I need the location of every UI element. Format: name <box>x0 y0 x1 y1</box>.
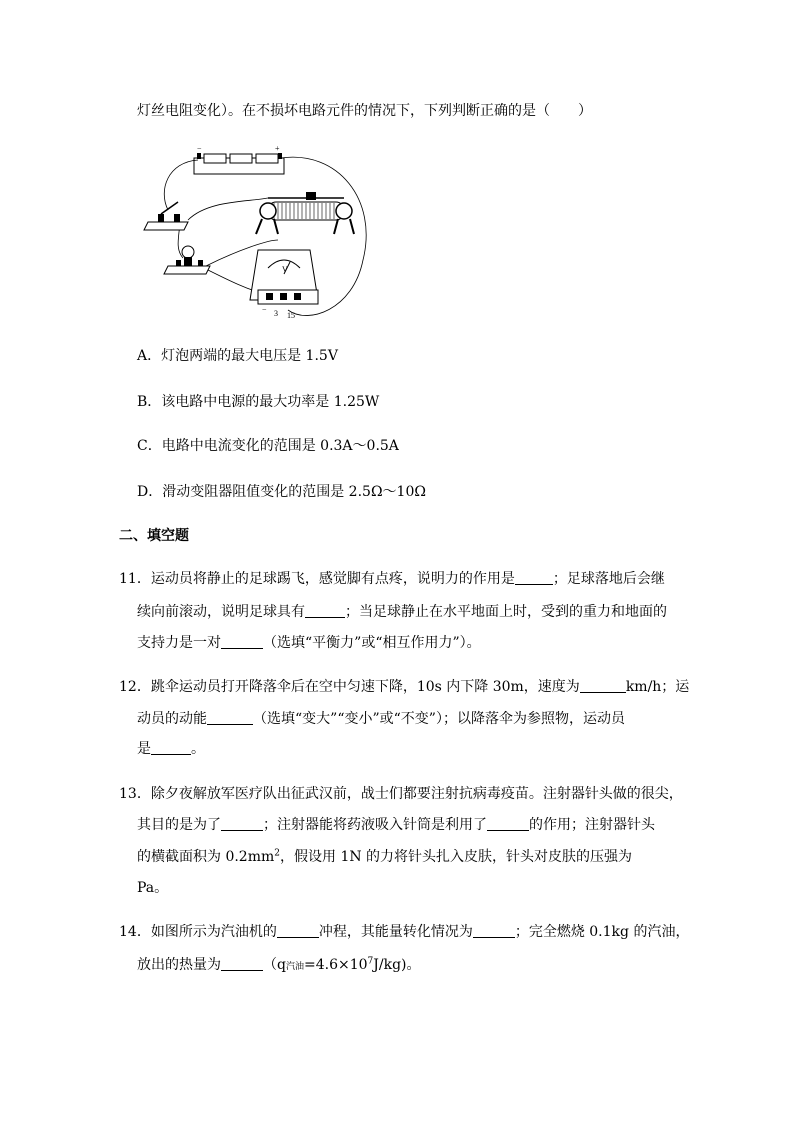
q13-line-1: 13．除夕夜解放军医疗队出征武汉前，战士们都要注射抗病毒疫苗。注射器针头做的很尖， <box>119 786 683 802</box>
answer-blank[interactable] <box>580 678 626 693</box>
bulb-icon <box>164 246 210 274</box>
rheostat-icon <box>256 192 354 234</box>
q11-line-2 <box>137 602 667 622</box>
wire <box>164 160 198 210</box>
q14-line-1 <box>119 922 689 942</box>
q13-text: ；注射器能将药液吸入针筒是利用了 <box>263 817 487 833</box>
q11-line-1 <box>119 569 665 589</box>
option-a: A．灯泡两端的最大电压是 1.5V <box>137 348 338 364</box>
q14-subscript: 汽油 <box>285 962 304 972</box>
answer-blank[interactable] <box>221 816 263 831</box>
option-c: C．电路中电流变化的范围是 0.3A～0.5A <box>137 438 399 454</box>
q12-line-3 <box>137 739 205 759</box>
answer-blank[interactable] <box>277 923 319 938</box>
q12-text: （选填“变大”“变小”或“不变”）；以降落伞为参照物，运动员 <box>253 711 625 727</box>
terminal-15-label: 15 <box>287 311 295 320</box>
q12-line-2 <box>137 709 625 729</box>
q13-line-2 <box>137 815 655 835</box>
q14-text: （q <box>263 957 286 973</box>
q11-text: 支持力是一对 <box>137 635 221 651</box>
q12-text: 动员的动能 <box>137 711 207 727</box>
q14-text: 放出的热量为 <box>137 957 221 973</box>
q12-text: 是 <box>137 741 151 757</box>
option-d: D．滑动变阻器阻值变化的范围是 2.5Ω～10Ω <box>137 484 426 500</box>
q13-text: 其目的是为了 <box>137 817 221 833</box>
q11-text: 11．运动员将静止的足球踢飞，感觉脚有点疼，说明力的作用是 <box>119 571 515 587</box>
battery-icon <box>194 153 284 174</box>
q12-line-1 <box>119 677 689 697</box>
q14-text: J/kg)。 <box>373 957 421 973</box>
option-b: B．该电路中电源的最大功率是 1.25W <box>137 394 380 410</box>
voltmeter-letter: V <box>282 265 288 274</box>
q14-superscript: 7 <box>367 956 374 967</box>
q12-text: 12．跳伞运动员打开降落伞后在空中匀速下降，10s 内下降 30m，速度为 <box>119 679 580 695</box>
q11-text: ；当足球静止在水平地面上时，受到的重力和地面的 <box>345 604 667 620</box>
q13-text: 的横截面积为 0.2mm <box>137 849 275 865</box>
section-title: 二、填空题 <box>119 528 189 544</box>
circuit-diagram <box>128 140 378 330</box>
terminal-negative-label: − <box>262 305 267 314</box>
q11-text: ；足球落地后会继 <box>552 571 665 587</box>
wire <box>188 198 268 220</box>
answer-blank[interactable] <box>221 634 263 649</box>
q13-text: ，假设用 1N 的力将针头扎入皮肤，针头对皮肤的压强为 <box>280 849 633 865</box>
battery-negative-sign: − <box>197 144 202 153</box>
q14-text: 14．如图所示为汽油机的 <box>119 924 277 940</box>
q14-line-2 <box>137 955 421 977</box>
q11-text: 续向前滚动，说明足球具有 <box>137 604 305 620</box>
q11-line-3 <box>137 633 481 653</box>
battery-positive-sign: + <box>275 144 280 153</box>
answer-blank[interactable] <box>473 923 515 938</box>
q13-superscript: 2 <box>274 848 280 859</box>
q14-text: ；完全燃烧 0.1kg 的汽油， <box>514 924 690 940</box>
q13-line-4: Pa。 <box>137 880 169 896</box>
answer-blank[interactable] <box>487 816 529 831</box>
terminal-3-label: 3 <box>274 309 278 318</box>
answer-blank[interactable] <box>207 710 253 725</box>
q12-text: 。 <box>191 741 205 757</box>
answer-blank[interactable] <box>515 570 553 585</box>
q13-text: 的作用；注射器针头 <box>529 817 655 833</box>
q13-line-3 <box>137 847 632 867</box>
answer-blank[interactable] <box>305 603 345 618</box>
q14-text: 冲程，其能量转化情况为 <box>318 924 473 940</box>
q12-text: km/h；运 <box>625 679 690 695</box>
voltmeter-icon <box>250 250 318 304</box>
q11-text: （选填“平衡力”或“相互作用力”）。 <box>263 635 481 651</box>
answer-blank[interactable] <box>221 956 263 971</box>
q14-text: =4.6×10 <box>303 957 368 973</box>
answer-blank[interactable] <box>151 740 191 755</box>
question-intro-tail: 灯丝电阻变化）。在不损坏电路元件的情况下，下列判断正确的是（ ） <box>137 103 592 119</box>
